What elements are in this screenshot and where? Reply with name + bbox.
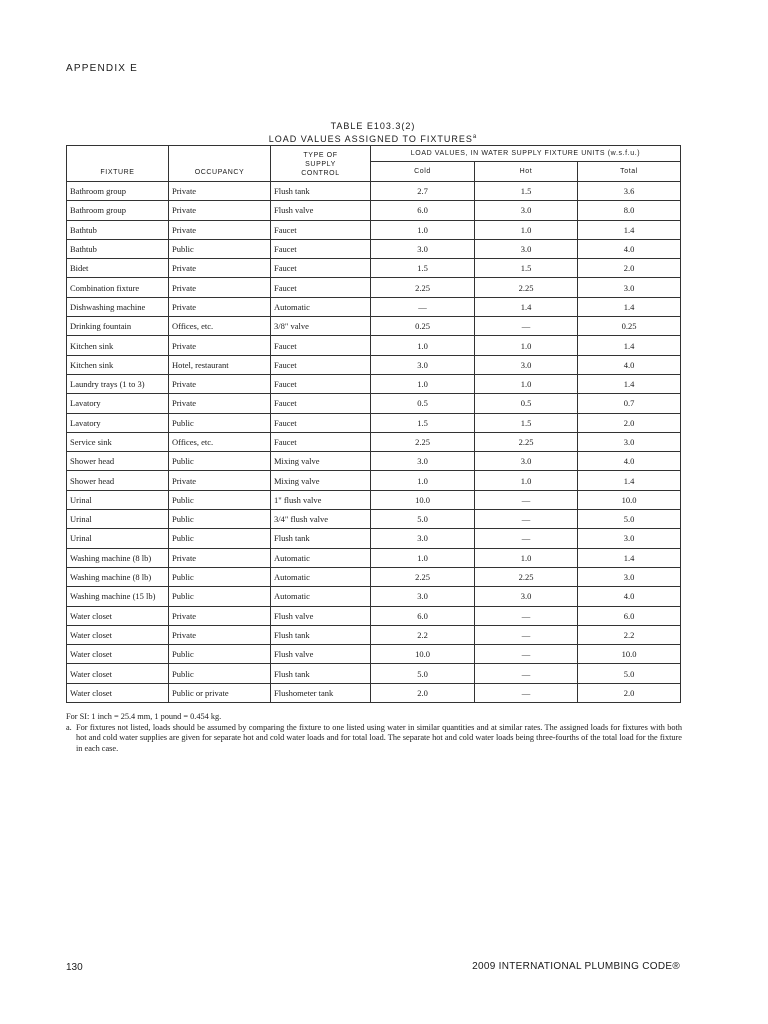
cell-occupancy: Private <box>169 374 271 393</box>
cell-total-value: 1.4 <box>578 374 681 393</box>
cell-occupancy: Private <box>169 336 271 355</box>
cell-cold-value: 5.0 <box>371 664 475 683</box>
cell-occupancy: Private <box>169 394 271 413</box>
cell-occupancy: Private <box>169 182 271 201</box>
cell-cold-value: 1.5 <box>371 259 475 278</box>
cell-supply-control: Automatic <box>271 548 371 567</box>
cell-total-value: 8.0 <box>578 201 681 220</box>
cell-occupancy: Public <box>169 452 271 471</box>
cell-occupancy: Public <box>169 664 271 683</box>
cell-total-value: 2.0 <box>578 259 681 278</box>
cell-hot-value: — <box>475 529 578 548</box>
cell-cold-value: 1.0 <box>371 548 475 567</box>
table-row <box>67 355 681 374</box>
cell-supply-control: Flush tank <box>271 625 371 644</box>
cell-fixture: Water closet <box>67 683 169 702</box>
cell-occupancy: Private <box>169 201 271 220</box>
cell-hot-value: — <box>475 317 578 336</box>
cell-total-value: 4.0 <box>578 587 681 606</box>
col-header-load-values: LOAD VALUES, IN WATER SUPPLY FIXTURE UNITS (w.s.f.u.) <box>371 146 681 162</box>
cell-cold-value: 5.0 <box>371 510 475 529</box>
cell-supply-control: 3/4" flush valve <box>271 510 371 529</box>
cell-total-value: 1.4 <box>578 548 681 567</box>
table-row <box>67 239 681 258</box>
cell-hot-value: — <box>475 645 578 664</box>
cell-fixture: Urinal <box>67 510 169 529</box>
cell-total-value: 10.0 <box>578 490 681 509</box>
cell-fixture: Bathtub <box>67 239 169 258</box>
cell-supply-control: Flush valve <box>271 606 371 625</box>
cell-supply-control: Mixing valve <box>271 471 371 490</box>
cell-occupancy: Public <box>169 529 271 548</box>
table-title: LOAD VALUES ASSIGNED TO FIXTURES <box>268 134 473 144</box>
table-row <box>67 471 681 490</box>
cell-fixture: Drinking fountain <box>67 317 169 336</box>
cell-hot-value: — <box>475 664 578 683</box>
cell-supply-control: Faucet <box>271 278 371 297</box>
cell-supply-control: Faucet <box>271 336 371 355</box>
cell-cold-value: 3.0 <box>371 452 475 471</box>
cell-total-value: 3.0 <box>578 529 681 548</box>
cell-occupancy: Offices, etc. <box>169 317 271 336</box>
cell-occupancy: Private <box>169 606 271 625</box>
cell-cold-value: 3.0 <box>371 529 475 548</box>
cell-hot-value: 1.5 <box>475 259 578 278</box>
cell-fixture: Water closet <box>67 664 169 683</box>
cell-supply-control: Faucet <box>271 394 371 413</box>
cell-cold-value: 2.7 <box>371 182 475 201</box>
table-body <box>67 182 681 703</box>
table-row <box>67 452 681 471</box>
cell-occupancy: Hotel, restaurant <box>169 355 271 374</box>
cell-fixture: Bathtub <box>67 220 169 239</box>
cell-cold-value: 1.0 <box>371 220 475 239</box>
si-conversion-note: For SI: 1 inch = 25.4 mm, 1 pound = 0.454 kg. <box>66 712 222 721</box>
table-row <box>67 510 681 529</box>
cell-hot-value: 1.4 <box>475 297 578 316</box>
cell-fixture: Water closet <box>67 606 169 625</box>
col-header-occupancy: OCCUPANCY <box>169 146 271 182</box>
table-row <box>67 317 681 336</box>
cell-total-value: 3.0 <box>578 278 681 297</box>
cell-supply-control: Flush valve <box>271 645 371 664</box>
cell-cold-value: 3.0 <box>371 355 475 374</box>
cell-total-value: 1.4 <box>578 220 681 239</box>
table-row <box>67 297 681 316</box>
cell-total-value: 2.0 <box>578 413 681 432</box>
cell-total-value: 6.0 <box>578 606 681 625</box>
cell-cold-value: 1.0 <box>371 336 475 355</box>
cell-fixture: Lavatory <box>67 413 169 432</box>
cell-fixture: Bathroom group <box>67 182 169 201</box>
cell-cold-value: 6.0 <box>371 201 475 220</box>
table-row <box>67 683 681 702</box>
table-row <box>67 432 681 451</box>
table-row <box>67 182 681 201</box>
cell-hot-value: 2.25 <box>475 278 578 297</box>
cell-supply-control: Flush tank <box>271 529 371 548</box>
cell-hot-value: — <box>475 625 578 644</box>
cell-cold-value: 6.0 <box>371 606 475 625</box>
cell-fixture: Washing machine (15 lb) <box>67 587 169 606</box>
cell-cold-value: 3.0 <box>371 239 475 258</box>
cell-cold-value: 10.0 <box>371 645 475 664</box>
cell-hot-value: 3.0 <box>475 201 578 220</box>
cell-cold-value: 1.5 <box>371 413 475 432</box>
cell-total-value: 4.0 <box>578 355 681 374</box>
cell-cold-value: 2.25 <box>371 567 475 586</box>
cell-cold-value: 0.5 <box>371 394 475 413</box>
col-header-hot: Hot <box>475 162 578 182</box>
cell-hot-value: 1.5 <box>475 182 578 201</box>
cell-hot-value: 1.0 <box>475 374 578 393</box>
cell-occupancy: Private <box>169 471 271 490</box>
cell-occupancy: Private <box>169 625 271 644</box>
cell-fixture: Combination fixture <box>67 278 169 297</box>
table-number: TABLE E103.3(2) <box>330 121 416 131</box>
cell-supply-control: Faucet <box>271 374 371 393</box>
cell-hot-value: 2.25 <box>475 567 578 586</box>
table-row <box>67 259 681 278</box>
cell-cold-value: 0.25 <box>371 317 475 336</box>
cell-cold-value: 2.2 <box>371 625 475 644</box>
cell-fixture: Lavatory <box>67 394 169 413</box>
cell-hot-value: 3.0 <box>475 587 578 606</box>
cell-hot-value: 1.0 <box>475 220 578 239</box>
footnote-a <box>66 723 682 755</box>
cell-hot-value: 1.0 <box>475 336 578 355</box>
cell-total-value: 0.25 <box>578 317 681 336</box>
table-row <box>67 645 681 664</box>
cell-occupancy: Private <box>169 220 271 239</box>
cell-hot-value: 0.5 <box>475 394 578 413</box>
cell-cold-value: 3.0 <box>371 587 475 606</box>
cell-occupancy: Private <box>169 278 271 297</box>
table-row <box>67 606 681 625</box>
cell-hot-value: 1.0 <box>475 548 578 567</box>
table-title-footnote-mark: a <box>472 134 478 140</box>
cell-occupancy: Public <box>169 510 271 529</box>
cell-fixture: Washing machine (8 lb) <box>67 567 169 586</box>
table-row <box>67 374 681 393</box>
cell-cold-value: — <box>371 297 475 316</box>
cell-hot-value: 3.0 <box>475 355 578 374</box>
table-row <box>67 548 681 567</box>
cell-total-value: 1.4 <box>578 297 681 316</box>
cell-hot-value: — <box>475 606 578 625</box>
table-row <box>67 567 681 586</box>
col-header-total: Total <box>578 162 681 182</box>
appendix-label: APPENDIX E <box>66 63 139 74</box>
cell-total-value: 5.0 <box>578 664 681 683</box>
table-row <box>67 413 681 432</box>
cell-occupancy: Public <box>169 567 271 586</box>
cell-supply-control: Automatic <box>271 297 371 316</box>
table-caption <box>66 121 680 145</box>
cell-occupancy: Public <box>169 490 271 509</box>
table-row <box>67 664 681 683</box>
col-header-control: TYPE OF SUPPLY CONTROL <box>271 146 371 182</box>
cell-supply-control: Automatic <box>271 567 371 586</box>
cell-cold-value: 2.0 <box>371 683 475 702</box>
cell-occupancy: Public <box>169 645 271 664</box>
cell-fixture: Shower head <box>67 452 169 471</box>
cell-occupancy: Private <box>169 259 271 278</box>
cell-fixture: Bidet <box>67 259 169 278</box>
cell-total-value: 0.7 <box>578 394 681 413</box>
cell-occupancy: Public or private <box>169 683 271 702</box>
footnote-a-letter: a. <box>66 722 72 732</box>
cell-total-value: 1.4 <box>578 336 681 355</box>
col-header-fixture: FIXTURE <box>67 146 169 182</box>
cell-supply-control: 3/8" valve <box>271 317 371 336</box>
table-row <box>67 587 681 606</box>
table-row <box>67 201 681 220</box>
cell-fixture: Water closet <box>67 625 169 644</box>
cell-fixture: Shower head <box>67 471 169 490</box>
cell-occupancy: Public <box>169 587 271 606</box>
col-header-cold: Cold <box>371 162 475 182</box>
cell-occupancy: Private <box>169 297 271 316</box>
cell-supply-control: Faucet <box>271 413 371 432</box>
cell-supply-control: Faucet <box>271 432 371 451</box>
cell-fixture: Urinal <box>67 529 169 548</box>
cell-fixture: Water closet <box>67 645 169 664</box>
cell-supply-control: Flush tank <box>271 182 371 201</box>
table-row <box>67 278 681 297</box>
cell-cold-value: 1.0 <box>371 471 475 490</box>
table-row <box>67 625 681 644</box>
cell-cold-value: 2.25 <box>371 278 475 297</box>
cell-supply-control: Faucet <box>271 239 371 258</box>
cell-hot-value: — <box>475 510 578 529</box>
cell-occupancy: Offices, etc. <box>169 432 271 451</box>
cell-supply-control: Faucet <box>271 259 371 278</box>
cell-total-value: 4.0 <box>578 239 681 258</box>
table-row <box>67 220 681 239</box>
cell-fixture: Bathroom group <box>67 201 169 220</box>
cell-hot-value: 3.0 <box>475 239 578 258</box>
fixture-load-table <box>66 145 681 703</box>
cell-total-value: 3.0 <box>578 432 681 451</box>
cell-hot-value: 2.25 <box>475 432 578 451</box>
cell-fixture: Kitchen sink <box>67 355 169 374</box>
cell-fixture: Kitchen sink <box>67 336 169 355</box>
cell-supply-control: Flushometer tank <box>271 683 371 702</box>
cell-hot-value: — <box>475 683 578 702</box>
cell-supply-control: Mixing valve <box>271 452 371 471</box>
cell-fixture: Urinal <box>67 490 169 509</box>
cell-fixture: Washing machine (8 lb) <box>67 548 169 567</box>
cell-total-value: 10.0 <box>578 645 681 664</box>
cell-hot-value: 3.0 <box>475 452 578 471</box>
cell-total-value: 4.0 <box>578 452 681 471</box>
cell-occupancy: Private <box>169 548 271 567</box>
page-number: 130 <box>66 962 83 973</box>
cell-fixture: Laundry trays (1 to 3) <box>67 374 169 393</box>
table-footnotes <box>66 712 682 754</box>
cell-total-value: 3.6 <box>578 182 681 201</box>
cell-cold-value: 1.0 <box>371 374 475 393</box>
cell-hot-value: 1.5 <box>475 413 578 432</box>
cell-total-value: 2.0 <box>578 683 681 702</box>
cell-supply-control: Faucet <box>271 355 371 374</box>
footnote-a-text: For fixtures not listed, loads should be assumed by comparing the fixture to one listed using water in similar quantities and at similar rates. The assigned loads for fixtures with both hot and cold water supplies are given for separate hot and cold water loads and for total load. The separate hot and cold water loads being three-fourths of the total load for the fixture in each case. <box>76 722 682 753</box>
cell-fixture: Dishwashing machine <box>67 297 169 316</box>
cell-total-value: 5.0 <box>578 510 681 529</box>
table-row <box>67 490 681 509</box>
cell-hot-value: — <box>475 490 578 509</box>
cell-total-value: 3.0 <box>578 567 681 586</box>
table-row <box>67 394 681 413</box>
cell-cold-value: 2.25 <box>371 432 475 451</box>
cell-fixture: Service sink <box>67 432 169 451</box>
cell-occupancy: Public <box>169 239 271 258</box>
table-row <box>67 529 681 548</box>
cell-cold-value: 10.0 <box>371 490 475 509</box>
cell-supply-control: Automatic <box>271 587 371 606</box>
cell-hot-value: 1.0 <box>475 471 578 490</box>
cell-supply-control: Flush tank <box>271 664 371 683</box>
table-row <box>67 336 681 355</box>
cell-total-value: 1.4 <box>578 471 681 490</box>
cell-supply-control: Flush valve <box>271 201 371 220</box>
table-title-line <box>66 132 680 145</box>
cell-occupancy: Public <box>169 413 271 432</box>
cell-supply-control: 1" flush valve <box>271 490 371 509</box>
cell-supply-control: Faucet <box>271 220 371 239</box>
cell-total-value: 2.2 <box>578 625 681 644</box>
running-footer-title: 2009 INTERNATIONAL PLUMBING CODE® <box>472 961 680 972</box>
